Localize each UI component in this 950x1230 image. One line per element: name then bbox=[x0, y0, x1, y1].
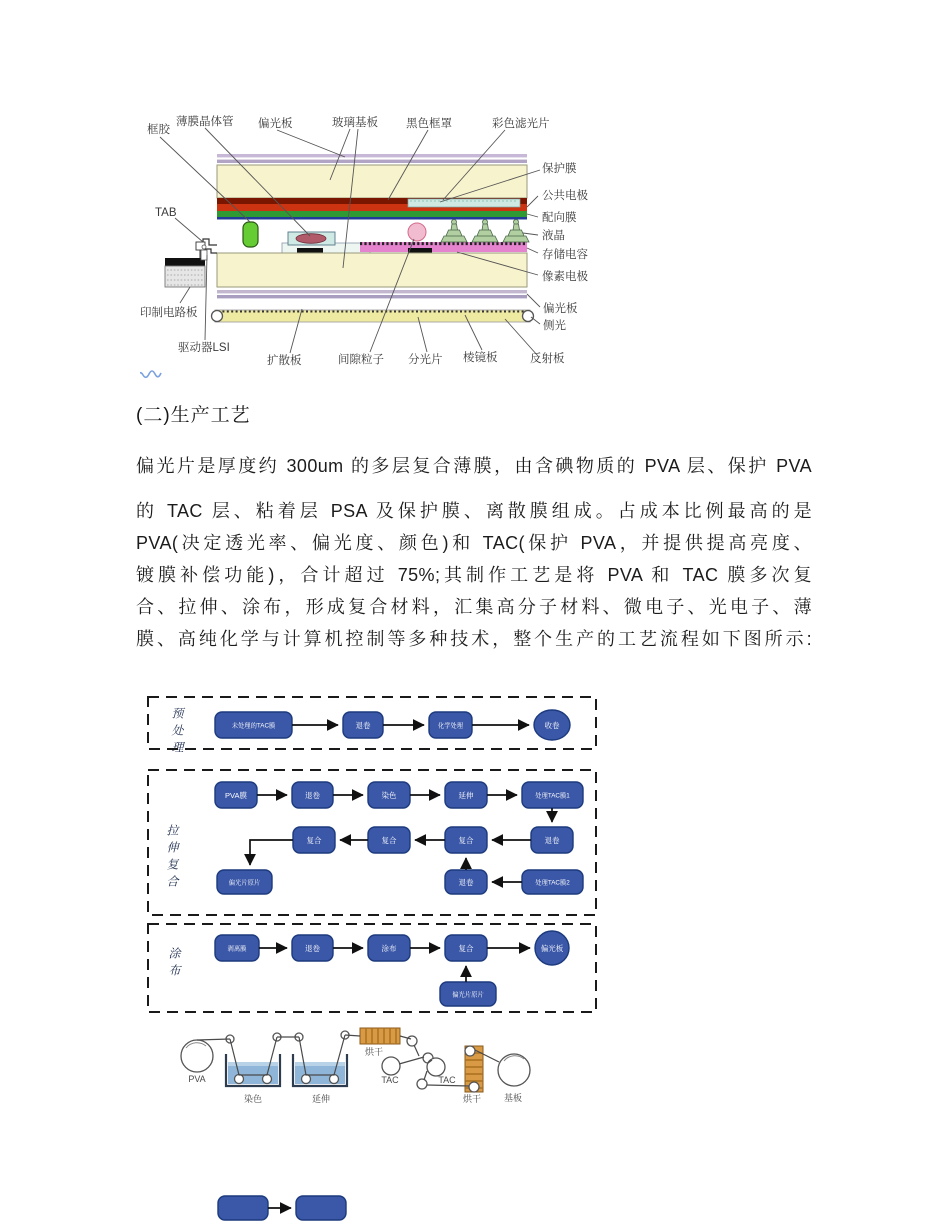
body-line-5: 合、拉伸、涂布，形成复合材料，汇集高分子材料、微电子、光电子、薄 bbox=[136, 597, 812, 617]
machine-label-pva: PVA bbox=[188, 1074, 206, 1084]
flow-section-label-preprocess: 预处理 bbox=[170, 707, 184, 758]
flow-section-coating bbox=[148, 924, 596, 1012]
body-line-1: 偏光片是厚度约 300um 的多层复合薄膜，由含碘物质的 PVA 层、保护 PVA bbox=[136, 456, 812, 476]
label-side-light: 侧光 bbox=[543, 320, 566, 332]
guide-roller-9 bbox=[469, 1082, 479, 1092]
node-unwind-5-label: 退卷 bbox=[305, 943, 320, 953]
lcd-layers bbox=[217, 154, 527, 220]
label-color-filter: 彩色滤光片 bbox=[492, 118, 550, 130]
machine-label-substrate: 基板 bbox=[503, 1093, 523, 1103]
bottom-polarizer-stripe-1 bbox=[217, 290, 527, 293]
node-rewind-label: 收卷 bbox=[544, 720, 560, 730]
partial-node-2 bbox=[296, 1196, 346, 1220]
label-diffuser: 扩散板 bbox=[267, 355, 302, 367]
light-guide-left-roll bbox=[212, 311, 223, 322]
pcb-top-bar bbox=[165, 258, 205, 266]
guide-roller-5 bbox=[407, 1036, 417, 1046]
label-alignment-film: 配向膜 bbox=[542, 212, 577, 224]
node-untreated-tac-label: 未处理的TAC膜 bbox=[231, 722, 276, 730]
label-polarizer-bottom: 偏光板 bbox=[543, 303, 578, 315]
production-flowchart bbox=[140, 690, 620, 1230]
label-pcb: 印制电路板 bbox=[140, 307, 198, 319]
bottom-glass-layer bbox=[217, 253, 527, 287]
node-dye-label: 染色 bbox=[381, 790, 397, 800]
partial-bottom-flow-row bbox=[218, 1196, 346, 1220]
machine-label-stretch: 延伸 bbox=[311, 1094, 331, 1104]
label-pixel-electrode: 像素电极 bbox=[542, 271, 588, 283]
liquid-crystal-cones bbox=[441, 220, 529, 243]
node-laminate-1-label: 复合 bbox=[306, 835, 322, 845]
flow-section-label-stretch: 拉伸复合 bbox=[165, 824, 179, 892]
pva-roll bbox=[181, 1040, 213, 1072]
node-pva-film-label: PVA膜 bbox=[225, 790, 247, 800]
body-line-3: PVA(决定透光率、偏光度、颜色)和 TAC(保护 PVA，并提供提高亮度、 bbox=[136, 533, 812, 553]
substrate-roll bbox=[498, 1054, 530, 1086]
alignment-film-layer bbox=[217, 211, 527, 217]
machine-label-tac-2: TAC bbox=[438, 1075, 456, 1085]
stretch-tank-roller-2 bbox=[330, 1075, 339, 1084]
machine-label-dry-2: 烘干 bbox=[462, 1094, 482, 1104]
thin-blue-layer bbox=[217, 217, 527, 220]
label-reflector: 反射板 bbox=[530, 353, 565, 365]
label-tft: 薄膜晶体管 bbox=[176, 116, 234, 128]
guide-roller-7 bbox=[417, 1079, 427, 1089]
machine-label-dye: 染色 bbox=[243, 1094, 263, 1104]
label-black-mask: 黑色框罩 bbox=[406, 118, 452, 130]
tab-pcb-assembly bbox=[165, 239, 217, 287]
partial-node-1 bbox=[218, 1196, 268, 1220]
dye-tank-roller-1 bbox=[235, 1075, 244, 1084]
label-frame-glue: 框胶 bbox=[147, 124, 170, 136]
label-spacer: 间隙粒子 bbox=[338, 354, 384, 366]
color-filter-layer bbox=[408, 199, 520, 207]
label-prism: 棱镜板 bbox=[463, 352, 498, 364]
label-storage-capacitor: 存储电容 bbox=[542, 249, 588, 261]
label-protective-film: 保护膜 bbox=[542, 163, 577, 175]
machine-label-tac-1: TAC bbox=[381, 1075, 399, 1085]
watermark-squiggle bbox=[140, 371, 161, 377]
label-polarizer-top: 偏光板 bbox=[258, 118, 293, 130]
node-release-film-label: 剥离膜 bbox=[227, 945, 247, 953]
label-liquid-crystal: 液晶 bbox=[542, 230, 565, 242]
node-polarizer-plate-label: 偏光板 bbox=[540, 943, 564, 953]
flow-section-stretch bbox=[148, 770, 596, 915]
body-line-6: 膜、高纯化学与计算机控制等多种技术，整个生产的工艺流程如下图所示: bbox=[136, 629, 812, 649]
node-laminate-4-label: 复合 bbox=[458, 943, 474, 953]
label-glass: 玻璃基板 bbox=[332, 117, 378, 129]
node-laminate-3-label: 复合 bbox=[458, 835, 474, 845]
lcd-cell-interior bbox=[243, 220, 529, 254]
body-line-2: 的 TAC 层、粘着层 PSA 及保护膜、离散膜组成。占成本比例最高的是 bbox=[136, 501, 812, 521]
node-laminate-2-label: 复合 bbox=[381, 835, 397, 845]
node-unwind-1-label: 退卷 bbox=[355, 720, 371, 730]
lcd-cross-section-diagram bbox=[140, 95, 640, 385]
label-driver-lsi: 驱动器LSI bbox=[178, 342, 230, 354]
bottom-polarizer-stripe-2 bbox=[217, 295, 527, 298]
spacer-ball bbox=[408, 223, 426, 241]
body-line-4: 镀膜补偿功能)，合计超过 75%;其制作工艺是将 PVA 和 TAC 膜多次复 bbox=[136, 565, 812, 585]
tft-disc bbox=[296, 234, 326, 244]
node-treated-tac2-label: 处理TAC膜2 bbox=[535, 879, 570, 887]
flow-section-preprocess bbox=[148, 697, 596, 749]
pcb-body bbox=[165, 266, 205, 287]
top-polarizer-stripe-2 bbox=[217, 160, 527, 163]
node-unwind-2-label: 退卷 bbox=[305, 790, 320, 800]
stretch-tank-roller-1 bbox=[302, 1075, 311, 1084]
label-tab: TAB bbox=[155, 207, 177, 219]
machine-label-dry-1: 烘干 bbox=[364, 1047, 384, 1057]
top-glass-layer bbox=[217, 165, 527, 198]
node-chemical-treat-label: 化学处理 bbox=[437, 722, 464, 730]
node-stretch-label: 延伸 bbox=[458, 790, 474, 800]
pcb-pin bbox=[201, 250, 207, 260]
node-unwind-3-label: 退卷 bbox=[544, 835, 560, 845]
dye-tank-roller-2 bbox=[263, 1075, 272, 1084]
machine-line-diagram bbox=[181, 1028, 530, 1104]
light-guide-right-roll bbox=[523, 311, 534, 322]
node-coat-label: 涂布 bbox=[381, 943, 397, 953]
section-heading: (二)生产工艺 bbox=[136, 405, 251, 426]
tac-roll-2 bbox=[427, 1058, 445, 1076]
tac-roll-1 bbox=[382, 1057, 400, 1075]
node-unwind-4-label: 退卷 bbox=[458, 878, 474, 887]
guide-roller-8 bbox=[465, 1046, 475, 1056]
lcd-bottom-stack bbox=[212, 253, 534, 322]
label-common-electrode: 公共电极 bbox=[542, 190, 588, 202]
top-polarizer-stripe-1 bbox=[217, 154, 527, 157]
flow-section-label-coating: 涂布 bbox=[167, 947, 181, 981]
node-polarizer-raw-label: 偏光片原片 bbox=[228, 879, 261, 887]
node-treated-tac1-label: 处理TAC膜1 bbox=[535, 792, 570, 800]
node-polarizer-raw-feed-label: 偏光片原片 bbox=[452, 991, 484, 999]
frame-glue-capsule bbox=[243, 222, 258, 247]
pcb-pin-roll bbox=[202, 245, 206, 249]
label-splitter: 分光片 bbox=[408, 354, 443, 366]
